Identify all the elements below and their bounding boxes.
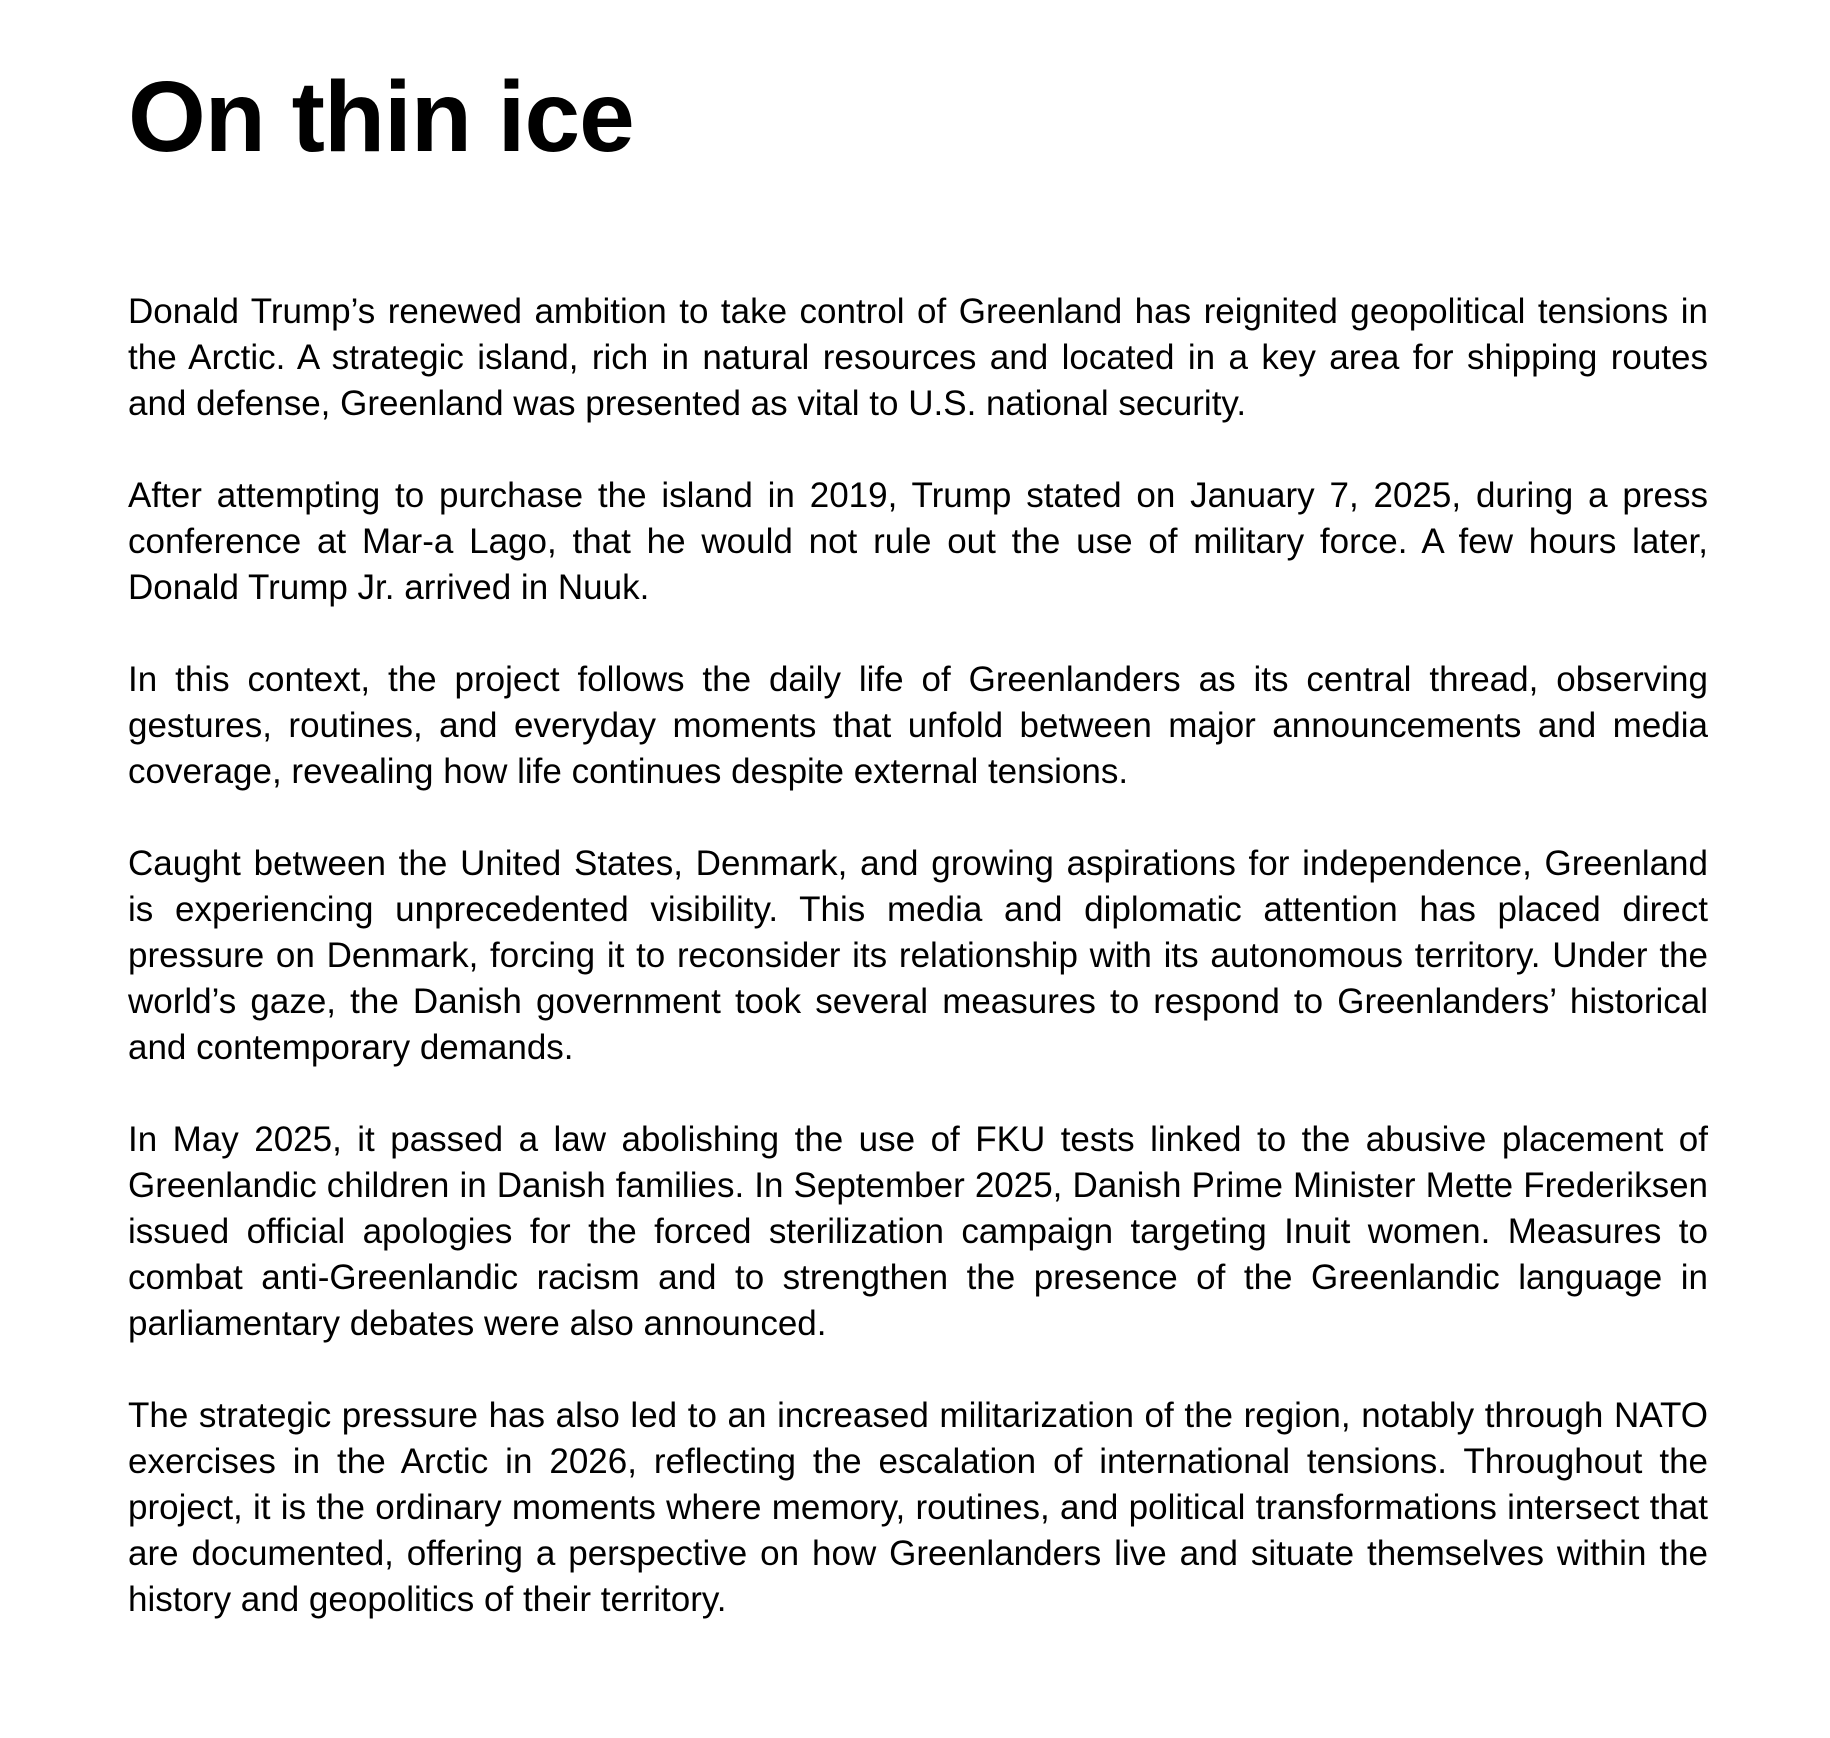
article-body: [128, 289, 1708, 1669]
paragraph-militarization: The strategic pressure has also led to an increased militarization of the region, notably through NATO exercises in the Arctic in 2026, reflecting the escalation of international tensions. Throughout the project, it is the ordinary moments where memory, routines, and political transformations intersect that are documented, offering a perspective on how Greenlanders live and situate themselves within the history and geopolitics of their territory.: [128, 1396, 1708, 1619]
paragraph-danish-measures: In May 2025, it passed a law abolishing the use of FKU tests linked to the abusive placement of Greenlandic children in Danish families. In September 2025, Danish Prime Minister Mette Frederiksen issued official apologies for the forced sterilization campaign targeting Inuit women. Measures to combat anti-Greenlandic racism and to strengthen the presence of the Greenlandic language in parliamentary debates were also announced.: [128, 1120, 1708, 1343]
paragraph-visibility: Caught between the United States, Denmark, and growing aspirations for independence, Greenland is experiencing unprecedented visibility. This media and diplomatic attention has placed direct pressure on Denmark, forcing it to reconsider its relationship with its autonomous territory. Under the world’s gaze, the Danish government took several measures to respond to Greenlanders’ historical and contemporary demands.: [128, 844, 1708, 1067]
paragraph-intro: Donald Trump’s renewed ambition to take control of Greenland has reignited geopolitical tensions in the Arctic. A strategic island, rich in natural resources and located in a key area for shipping routes and defense, Greenland was presented as vital to U.S. national security.: [128, 292, 1708, 423]
paragraph-project-context: In this context, the project follows the daily life of Greenlanders as its central thread, observing gestures, routines, and everyday moments that unfold between major announcements and media coverage, revealing how life continues despite external tensions.: [128, 660, 1708, 791]
page-title: On thin ice: [128, 61, 634, 173]
paragraph-purchase-attempt: After attempting to purchase the island in 2019, Trump stated on January 7, 2025, during a press conference at Mar-a Lago, that he would not rule out the use of military force. A few hours later, Donald Trump Jr. arrived in Nuuk.: [128, 476, 1708, 607]
